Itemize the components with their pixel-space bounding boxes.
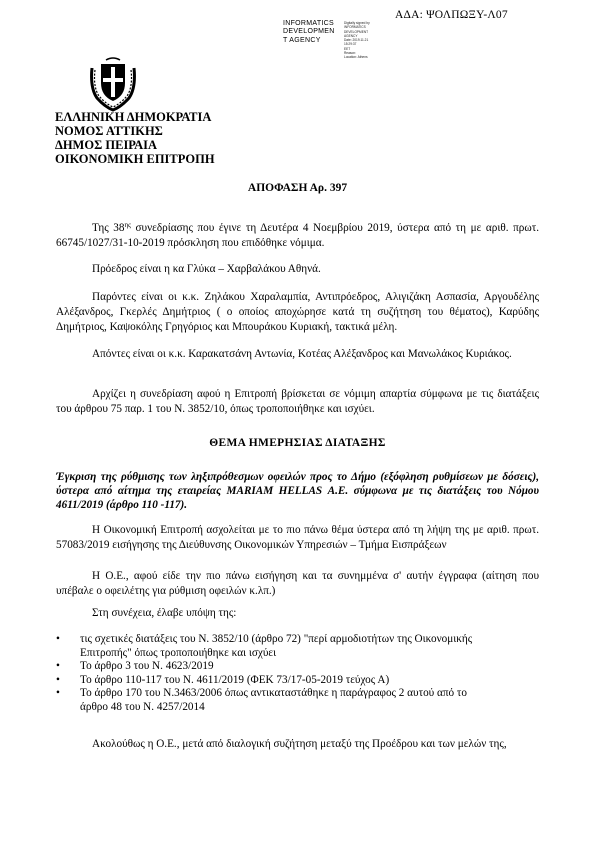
considerations-list — [56, 633, 496, 714]
list-item-text: Το άρθρο 110-117 του Ν. 4611/2019 (ΦΕΚ 73/17-05-2019 τεύχος Α) — [80, 673, 390, 686]
list-item-text: Το άρθρο 3 του Ν. 4623/2019 — [80, 660, 214, 672]
greek-coat-of-arms-icon — [88, 56, 138, 112]
session-text: συνεδρίασης που έγινε τη Δευτέρα 4 Νοεμβρίου 2019, ύστερα από τη με αριθ. πρωτ. 66745/1027/31-10-2019 πρόσκληση που επιδόθηκε νόμιμα. — [56, 222, 539, 249]
signature-line: Date: 2019.11.21 15:29:37 — [344, 38, 369, 47]
issuer-line: ΟΙΚΟΝΟΜΙΚΗ ΕΠΙΤΡΟΠΗ — [55, 152, 215, 166]
ordinal-suffix: ης — [124, 221, 131, 229]
considerations-intro: Στη συνέχεια, έλαβε υπόψη της: — [92, 607, 237, 619]
signature-line: Digitally signed by — [344, 21, 370, 25]
informatics-agency-logo — [283, 20, 343, 45]
quorum-paragraph: Αρχίζει η συνεδρίαση αφού η Επιτροπή βρίσκεται σε νόμιμη απαρτία σύμφωνα με τις διατάξεις του άρθρου 75 παρ. 1 του Ν. 3852/10, όπως τροποποιήθηκε και ισχύει. — [56, 388, 539, 415]
list-item-text: τις σχετικές διατάξεις του Ν. 3852/10 (άρθρο 72) "περί αρμοδιοτήτων της Οικονομικής Επιτροπής" όπως τροποποιήθηκε και ισχύει — [80, 633, 473, 659]
bullet-icon: • — [56, 687, 60, 699]
ada-code: ΑΔΑ: ΨΟΛΠΩΞΥ-Λ07 — [395, 9, 508, 21]
discussion-paragraph: Ακολούθως η Ο.Ε., μετά από διαλογική συζήτηση μεταξύ της Προέδρου και των μελών της, — [92, 738, 507, 750]
issuer-block — [55, 110, 215, 166]
review-paragraph: Η Ο.Ε., αφού είδε την πιο πάνω εισήγηση και τα συνημμένα σ' αυτήν έγγραφα (αίτηση που υπέβαλε ο οφειλέτης για ρύθμιση οφειλών κ.λπ.) — [56, 570, 539, 597]
logo-line: DEVELOPMEN — [283, 28, 335, 36]
issuer-line: ΝΟΜΟΣ ΑΤΤΙΚΗΣ — [55, 124, 163, 138]
signature-line: Location: Athens — [344, 55, 368, 60]
agenda-topic-heading: ΘΕΜΑ ΗΜΕΡΗΣΙΑΣ ΔΙΑΤΑΞΗΣ — [209, 437, 386, 449]
decision-title: ΑΠΟΦΑΣΗ Αρ. 397 — [247, 182, 348, 194]
signature-line: Reason: — [344, 51, 356, 56]
bullet-icon: • — [56, 633, 60, 645]
list-item-text: Το άρθρο 170 του Ν.3463/2006 όπως αντικαταστάθηκε η παράγραφος 2 αυτού από το άρθρο 48 του Ν. 4257/2014 — [80, 687, 467, 713]
list-item — [56, 660, 496, 674]
issuer-line: ΔΗΜΟΣ ΠΕΙΡΑΙΑ — [55, 138, 158, 152]
present-members-paragraph: Παρόντες είναι οι κ.κ. Ζηλάκου Χαραλαμπία, Αντιπρόεδρος, Αλιγιζάκη Ασπασία, Αργουδέλης Αλέξανδρος, Γκερλές Δημήτριος ( ο οποίος αποχώρησε κατά τη συζήτηση του θέματος), Καρύδης Δημήτριος, Καψοκόλης Γρηγόριος και Μπουράκου Κυριακή, τακτικά μέλη. — [56, 291, 539, 333]
logo-line: INFORMATICS — [283, 20, 335, 27]
digital-signature-stamp — [344, 21, 378, 60]
logo-line: T AGENCY — [283, 36, 321, 44]
absent-members-paragraph: Απόντες είναι οι κ.κ. Καρακατσάνη Αντωνία, Κοτέας Αλέξανδρος και Μανωλάκος Κυριάκος. — [92, 348, 512, 360]
committee-paragraph: Η Οικονομική Επιτροπή ασχολείται με το πιο πάνω θέμα ύστερα από τη λήψη της με αριθ. πρωτ. 57083/2019 εισήγησης της Διεύθυνσης Οικονομικών Υπηρεσιών – Τμήμα Εισπράξεων — [56, 524, 539, 551]
issuer-line: ΕΛΛΗΝΙΚΗ ΔΗΜΟΚΡΑΤΙΑ — [55, 110, 212, 124]
list-item — [56, 633, 496, 660]
signature-line: INFORMATICS — [344, 25, 366, 30]
session-paragraph — [56, 221, 539, 251]
signature-line: DEVELOPMENT AGENCY — [344, 29, 369, 38]
session-text: Της 38 — [92, 222, 125, 234]
list-item — [56, 674, 496, 688]
list-item — [56, 687, 496, 714]
chair-paragraph: Πρόεδρος είναι η κα Γλύκα – Χαρβαλάκου Αθηνά. — [92, 263, 321, 275]
bullet-icon: • — [56, 660, 60, 672]
bullet-icon: • — [56, 673, 60, 686]
subject-paragraph: Έγκριση της ρύθμισης των ληξιπρόθεσμων οφειλών προς το Δήμο (εξόφληση ρυθμίσεων με δόσεις), ύστερα από αίτημα της εταιρείας MARIAM HELLAS Α.Ε. σύμφωνα με τις διατάξεις του Νόμου 4611/2019 (άρθρο 110 -117). — [56, 471, 539, 511]
signature-line: EET — [344, 46, 351, 51]
